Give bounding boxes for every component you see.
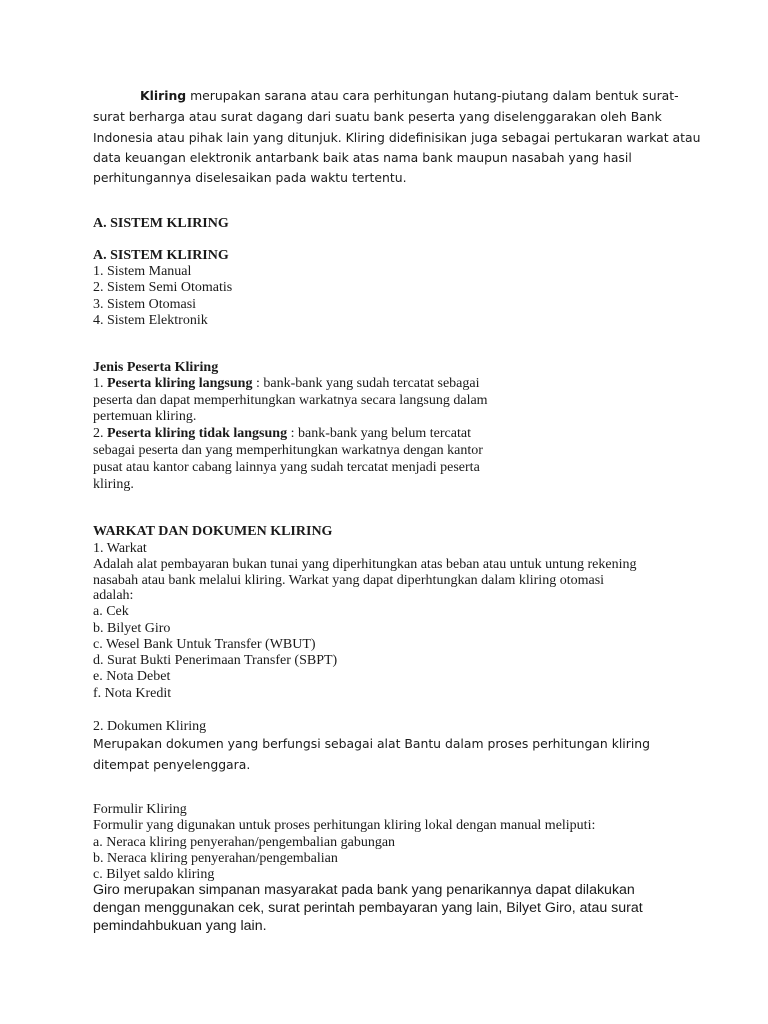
warkat-desc-line-3: adalah:: [93, 588, 134, 603]
warkat-item: d. Surat Bukti Penerimaan Transfer (SBPT): [93, 653, 338, 668]
jenis-p1-line-1: [93, 376, 480, 392]
dokumen-desc-line-2: ditempat penyelenggara.: [93, 757, 251, 772]
warkat-item: c. Wesel Bank Untuk Transfer (WBUT): [93, 637, 316, 652]
sistem-item: 3. Sistem Otomasi: [93, 297, 197, 312]
formulir-item: c. Bilyet saldo kliring: [93, 867, 215, 882]
warkat-item: a. Cek: [93, 604, 129, 619]
formulir-item: a. Neraca kliring penyerahan/pengembalian gabungan: [93, 835, 396, 850]
jenis-p2-text: : bank-bank yang belum tercatat: [287, 426, 471, 441]
warkat-item: b. Bilyet Giro: [93, 621, 171, 636]
giro-line-1: Giro merupakan simpanan masyarakat pada bank yang penarikannya dapat dilakukan: [93, 882, 635, 898]
giro-line-3: pemindahbukuan yang lain.: [93, 918, 267, 934]
intro-term: Kliring: [140, 88, 187, 103]
formulir-item: b. Neraca kliring penyerahan/pengembalian: [93, 851, 338, 866]
intro-line-4: data keuangan elektronik antarbank baik atas nama bank maupun nasabah yang hasil: [93, 150, 632, 165]
formulir-heading: Formulir Kliring: [93, 802, 187, 817]
warkat-desc-line-2: nasabah atau bank melalui kliring. Warkat yang dapat diperhtungkan dalam kliring otomasi: [93, 573, 605, 588]
intro-line-5: perhitungannya diselesaikan pada waktu tertentu.: [93, 170, 407, 185]
jenis-p1-num: 1.: [93, 376, 107, 391]
dokumen-desc-line-1: Merupakan dokumen yang berfungsi sebagai alat Bantu dalam proses perhitungan kliring: [93, 736, 651, 751]
jenis-p2-term: Peserta kliring tidak langsung: [107, 426, 288, 441]
intro-line-1-text: merupakan sarana atau cara perhitungan hutang-piutang dalam bentuk surat-: [186, 88, 679, 103]
sistem-item: 1. Sistem Manual: [93, 264, 192, 279]
jenis-p2-line-2: sebagai peserta dan yang memperhitungkan warkatnya dengan kantor: [93, 443, 483, 458]
jenis-p1-line-2: peserta dan dapat memperhitungkan warkatnya secara langsung dalam: [93, 393, 488, 408]
warkat-item: f. Nota Kredit: [93, 686, 172, 701]
intro-line-2: surat berharga atau surat dagang dari suatu bank peserta yang diselenggarakan oleh Bank: [93, 109, 662, 124]
sistem-item: 4. Sistem Elektronik: [93, 313, 208, 328]
warkat-heading: WARKAT DAN DOKUMEN KLIRING: [93, 524, 333, 539]
jenis-p1-term: Peserta kliring langsung: [107, 376, 253, 391]
warkat-item: e. Nota Debet: [93, 669, 171, 684]
warkat-desc-line-1: Adalah alat pembayaran bukan tunai yang diperhitungkan atas beban atau untuk untung rekening: [93, 557, 637, 572]
jenis-p2-line-3: pusat atau kantor cabang lainnya yang sudah tercatat menjadi peserta: [93, 460, 480, 475]
sistem-heading-1: A. SISTEM KLIRING: [93, 216, 229, 231]
jenis-heading: Jenis Peserta Kliring: [93, 360, 219, 375]
giro-line-2: dengan menggunakan cek, surat perintah pembayaran yang lain, Bilyet Giro, atau surat: [93, 900, 643, 916]
intro-line-1: [140, 88, 679, 103]
sistem-heading-2: A. SISTEM KLIRING: [93, 248, 229, 263]
jenis-p2-num: 2.: [93, 426, 107, 441]
intro-line-3: Indonesia atau pihak lain yang ditunjuk. Kliring didefinisikan juga sebagai pertukaran warkat atau: [93, 130, 701, 145]
formulir-desc: Formulir yang digunakan untuk proses perhitungan kliring lokal dengan manual meliputi:: [93, 818, 596, 833]
jenis-p2-line-4: kliring.: [93, 477, 134, 492]
jenis-p2-line-1: [93, 426, 471, 442]
sistem-item: 2. Sistem Semi Otomatis: [93, 280, 233, 295]
warkat-sub-2: 2. Dokumen Kliring: [93, 719, 207, 734]
jenis-p1-text: : bank-bank yang sudah tercatat sebagai: [252, 376, 480, 391]
jenis-p1-line-3: pertemuan kliring.: [93, 409, 197, 424]
warkat-sub-1: 1. Warkat: [93, 541, 147, 556]
